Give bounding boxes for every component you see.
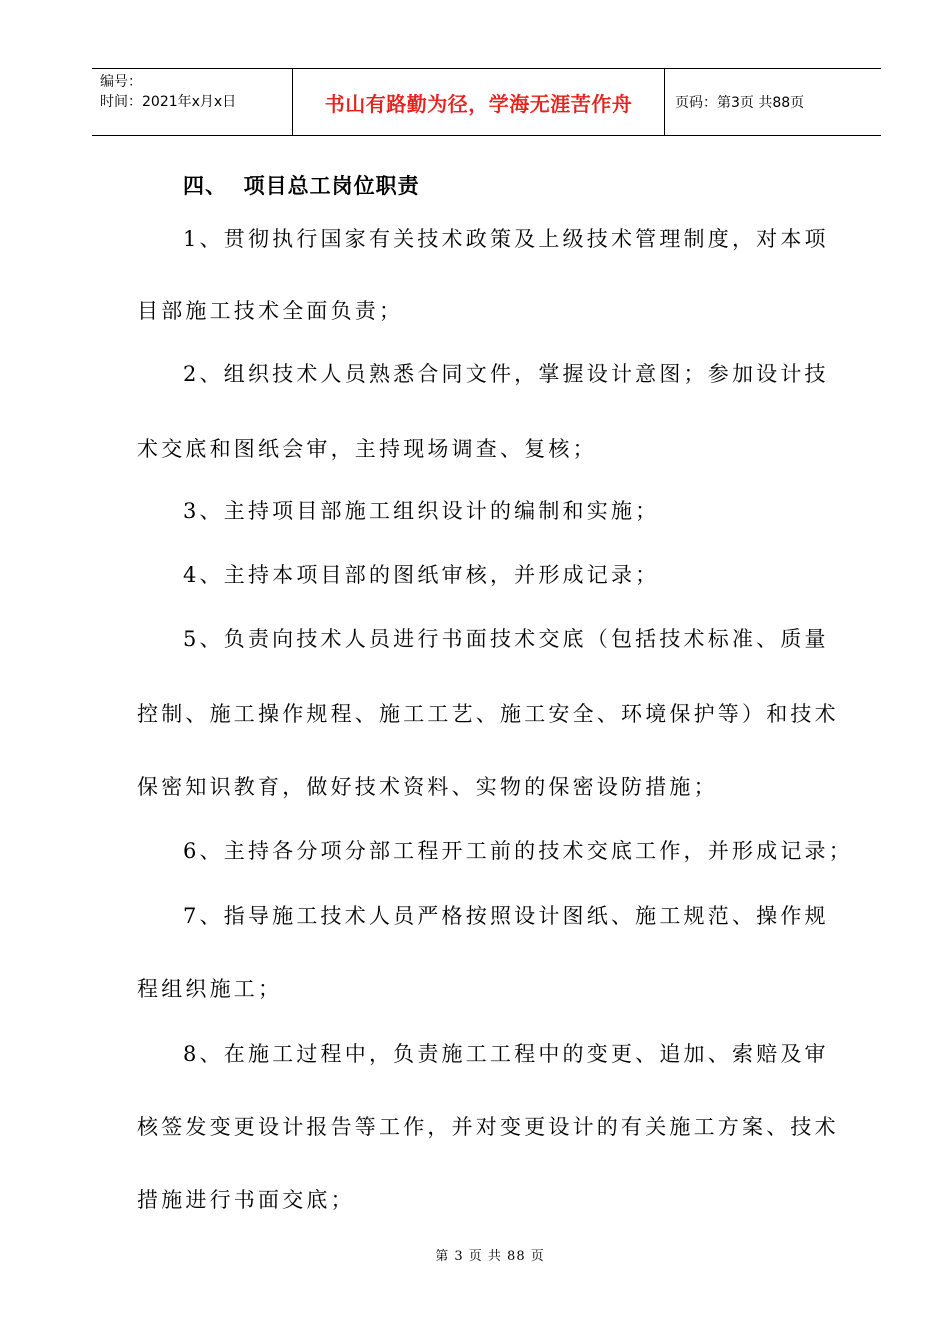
duty-1-line-2: 目部施工技术全面负责； xyxy=(137,299,404,323)
header-page-info: 页码：第3页 共88页 xyxy=(675,95,805,111)
time-label: 时间：2021年x月x日 xyxy=(100,94,237,110)
duty-8-line-1: 8、在施工过程中，负责施工工程中的变更、追加、索赔及审 xyxy=(183,1042,829,1066)
duty-8-line-3: 措施进行书面交底； xyxy=(137,1188,355,1212)
header-motto: 书山有路勤为径，学海无涯苦作舟 xyxy=(293,69,665,135)
duty-1-line-1: 1、贯彻执行国家有关技术政策及上级技术管理制度，对本项 xyxy=(183,227,829,251)
duty-2-line-2: 术交底和图纸会审，主持现场调查、复核； xyxy=(137,437,597,461)
page-header xyxy=(92,68,881,136)
duty-7-line-2: 程组织施工； xyxy=(137,977,283,1001)
duty-8-line-2: 核签发变更设计报告等工作，并对变更设计的有关施工方案、技术 xyxy=(137,1115,839,1139)
duty-4-line-1: 4、主持本项目部的图纸审核，并形成记录； xyxy=(183,563,660,587)
serial-number-label: 编号： xyxy=(100,74,142,90)
duty-5-line-3: 保密知识教育，做好技术资料、实物的保密设防措施； xyxy=(137,775,718,799)
section-title: 四、 项目总工岗位职责 xyxy=(183,174,420,198)
duty-7-line-1: 7、指导施工技术人员严格按照设计图纸、施工规范、操作规 xyxy=(183,904,829,928)
page-footer: 第 3 页 共 88 页 xyxy=(435,1249,545,1264)
duty-6-line-1: 6、主持各分项分部工程开工前的技术交底工作，并形成记录； xyxy=(183,839,853,863)
duty-3-line-1: 3、主持项目部施工组织设计的编制和实施； xyxy=(183,499,660,523)
duty-2-line-1: 2、组织技术人员熟悉合同文件，掌握设计意图；参加设计技 xyxy=(183,362,829,386)
duty-5-line-2: 控制、施工操作规程、施工工艺、施工安全、环境保护等）和技术 xyxy=(137,702,839,726)
header-meta-cell xyxy=(92,69,293,135)
duty-5-line-1: 5、负责向技术人员进行书面技术交底（包括技术标准、质量 xyxy=(183,627,829,651)
